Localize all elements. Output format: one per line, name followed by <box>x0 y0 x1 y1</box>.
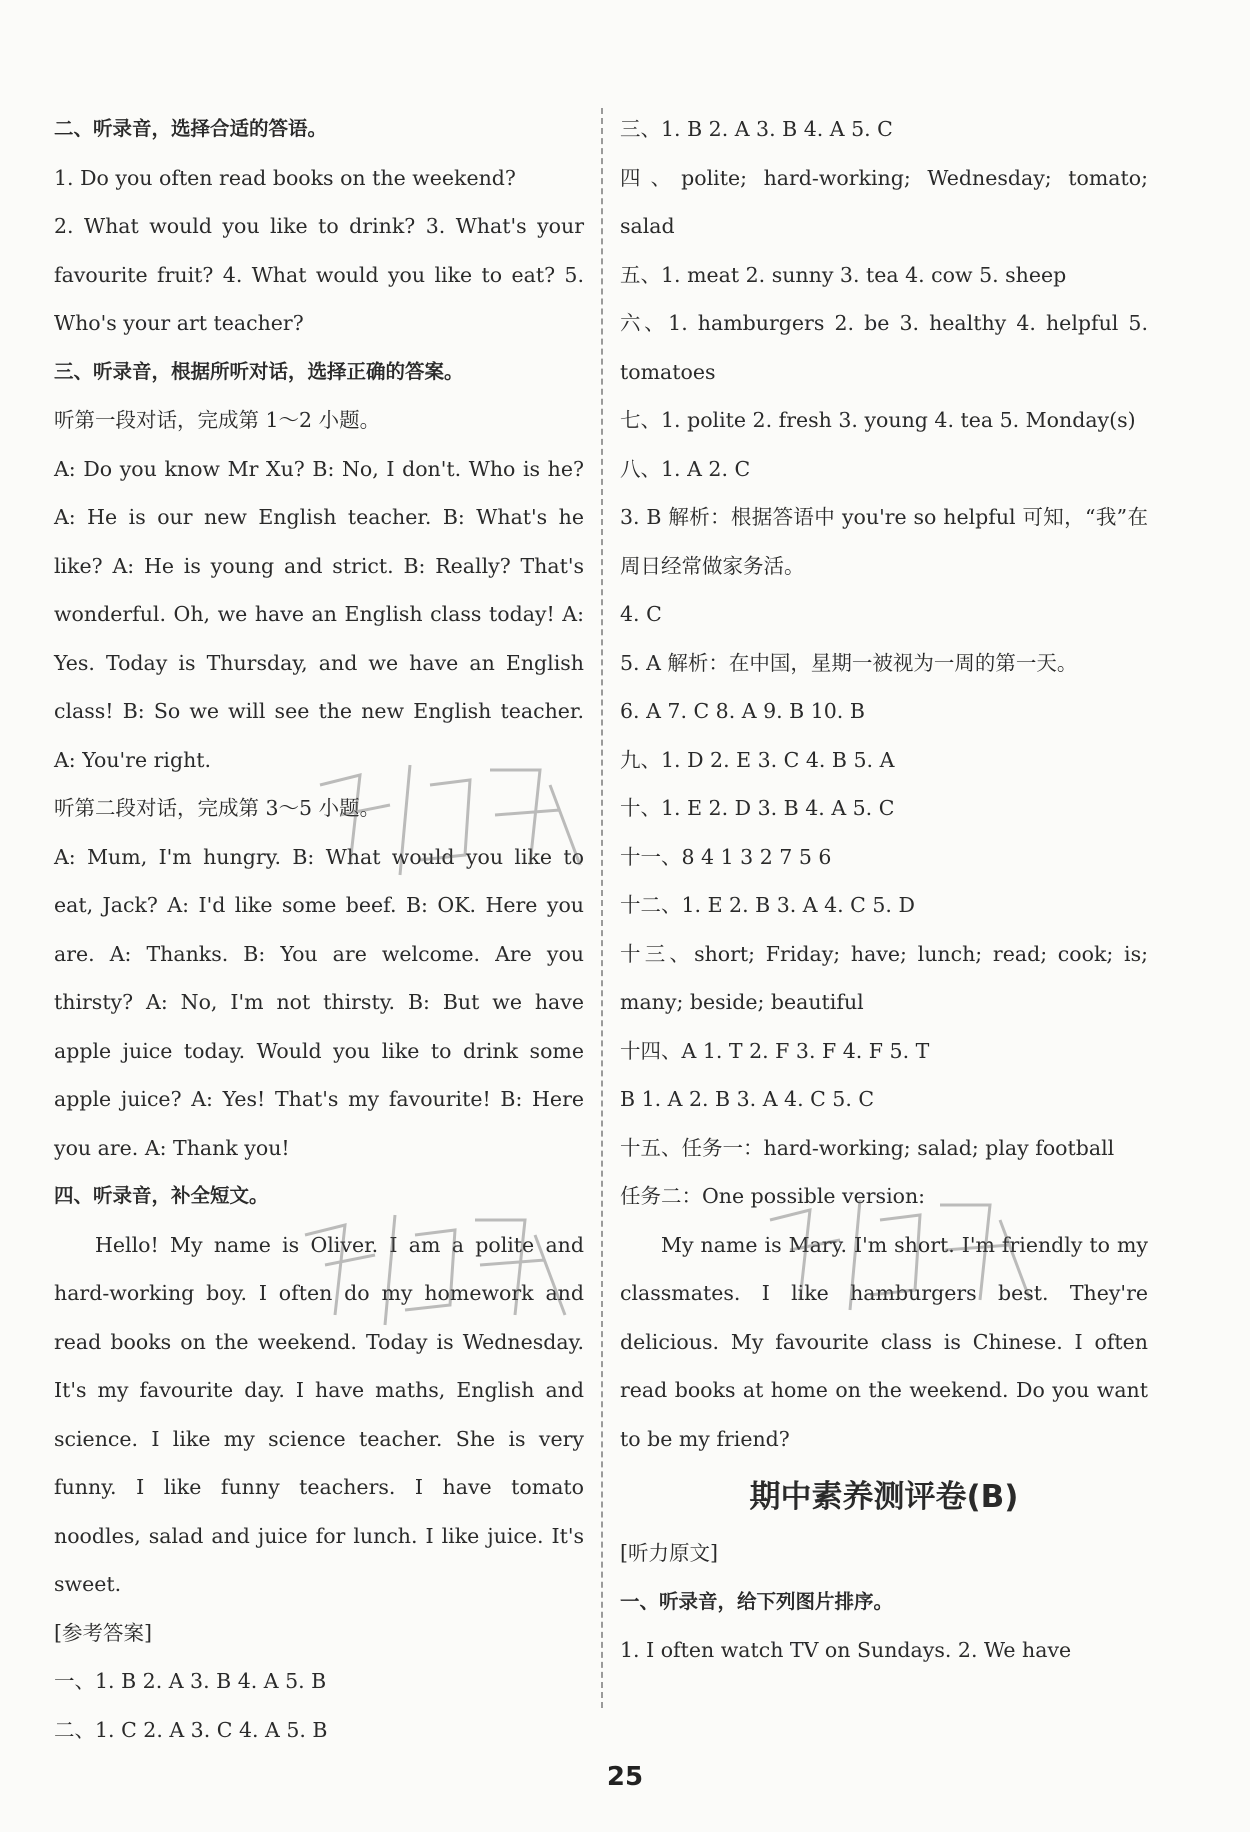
text-line: 3. B 解析：根据答语中 you're so helpful 可知，“我”在周日经常做家务活。 <box>620 505 1148 578</box>
text-line: 十五、任务一：hard-working; salad; play football <box>620 1135 1115 1160</box>
left-column <box>54 105 584 1754</box>
text-line: 二、1. C 2. A 3. C 4. A 5. B <box>54 1717 328 1742</box>
listening-script-section <box>620 1529 1148 1675</box>
text-line: 十四、A 1. T 2. F 3. F 4. F 5. T <box>620 1038 930 1063</box>
text-line: 十二、1. E 2. B 3. A 4. C 5. D <box>620 893 915 917</box>
text-line: 6. A 7. C 8. A 9. B 10. B <box>620 699 865 723</box>
text-line: [听力原文] <box>620 1541 718 1565</box>
question-heading: 一、听录音，给下列图片排序。 <box>620 1589 894 1613</box>
text-line: 七、1. polite 2. fresh 3. young 4. tea 5. Monday(s) <box>620 408 1136 432</box>
text-line: [参考答案] <box>54 1620 152 1645</box>
text-line: 2. What would you like to drink? 3. What's your favourite fruit? 4. What would you like to eat? 5. Who's your art teacher? <box>54 214 584 335</box>
right-column <box>620 105 1148 1675</box>
text-line: 任务二：One possible version: <box>620 1184 926 1208</box>
text-line: 十、1. E 2. D 3. B 4. A 5. C <box>620 796 895 820</box>
text-line: 1. Do you often read books on the weekend? <box>54 165 516 190</box>
answer-key-section <box>620 105 1148 1463</box>
text-line: My name is Mary. I'm short. I'm friendly to my classmates. I like hamburgers best. They're delicious. My favourite class is Chinese. I often read books at home on the weekend. Do you want to be my friend? <box>620 1232 1148 1451</box>
question-heading: 四、听录音，补全短文。 <box>54 1184 269 1207</box>
text-line: 三、1. B 2. A 3. B 4. A 5. C <box>620 117 893 141</box>
text-line: 十三、short; Friday; have; lunch; read; cook; is; many; beside; beautiful <box>620 941 1148 1014</box>
text-line: 五、1. meat 2. sunny 3. tea 4. cow 5. sheep <box>620 262 1067 287</box>
text-line: 九、1. D 2. E 3. C 4. B 5. A <box>620 747 895 772</box>
text-line: 四、polite; hard-working; Wednesday; tomato; salad <box>620 165 1148 238</box>
text-line: 4. C <box>620 602 662 626</box>
text-line: 八、1. A 2. C <box>620 456 751 481</box>
text-line: 5. A 解析：在中国，星期一被视为一周的第一天。 <box>620 650 1078 675</box>
question-heading: 三、听录音，根据所听对话，选择正确的答案。 <box>54 359 464 383</box>
text-line: A: Mum, I'm hungry. B: What would you like to eat, Jack? A: I'd like some beef. B: OK. Here you are. A: Thanks. B: You are welcome. Are you thirsty? A: No, I'm not thirsty. B: But we have apple juice today. Would you like to drink some apple juice? A: Yes! That's my favourite! B: Here you are. A: Thank you! <box>54 844 584 1160</box>
section-title: 期中素养测评卷(B) <box>749 1479 1019 1515</box>
text-line: Hello! My name is Oliver. I am a polite and hard-working boy. I often do my homework and read books on the weekend. Today is Wednesday. It's my favourite day. I have maths, English and science. I like my science teacher. She is very funny. I like funny teachers. I have tomato noodles, salad and juice for lunch. I like juice. It's sweet. <box>54 1232 584 1596</box>
text-line: 六、1. hamburgers 2. be 3. healthy 4. helpful 5. tomatoes <box>620 311 1148 384</box>
question-heading: 二、听录音，选择合适的答语。 <box>54 117 328 140</box>
text-line: 1. I often watch TV on Sundays. 2. We have <box>620 1638 1072 1662</box>
text-line: 听第一段对话，完成第 1～2 小题。 <box>54 408 381 432</box>
text-line: B 1. A 2. B 3. A 4. C 5. C <box>620 1087 875 1111</box>
page-number: 25 <box>606 1762 644 1792</box>
text-line: 一、1. B 2. A 3. B 4. A 5. B <box>54 1669 327 1693</box>
text-line: A: Do you know Mr Xu? B: No, I don't. Who is he? A: He is our new English teacher. B: What's he like? A: He is young and strict. B: Really? That's wonderful. Oh, we have an English class today! A: Yes. Today is Thursday, and we have an English class! B: So we will see the new English teacher. A: You're right. <box>54 456 584 772</box>
text-line: 十一、8 4 1 3 2 7 5 6 <box>620 844 832 869</box>
column-divider <box>601 108 603 1708</box>
text-line: 听第二段对话，完成第 3～5 小题。 <box>54 796 381 820</box>
